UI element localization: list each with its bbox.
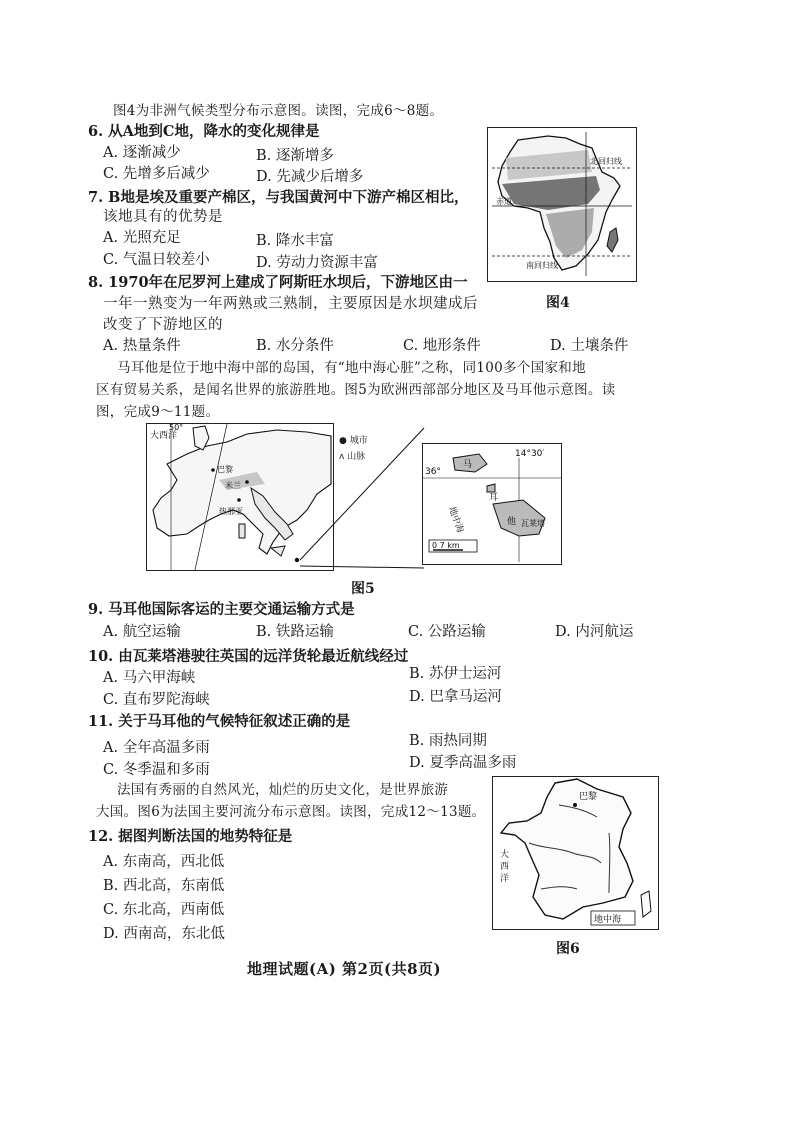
fig6-caption: 图6 — [556, 941, 580, 957]
q7-option-a[interactable]: A. 光照充足 — [103, 230, 181, 246]
q10-option-c[interactable]: C. 直布罗陀海峡 — [103, 692, 210, 708]
fig5-label-1430: 14°30′ — [515, 449, 545, 459]
fig5-label-36: 36° — [425, 467, 441, 477]
fig5-label-scale: 0 7 km — [432, 541, 460, 550]
q12-option-c[interactable]: C. 东北高，西南低 — [103, 902, 225, 918]
q6-option-c[interactable]: C. 先增多后减少 — [103, 166, 210, 182]
fig5-malta-inset — [422, 443, 562, 565]
intro-fig5-line2: 区有贸易关系，是闻名世界的旅游胜地。图5为欧洲西部部分地区及马耳他示意图。读 — [96, 382, 616, 398]
q9-option-b[interactable]: B. 铁路运输 — [256, 624, 334, 640]
mountain-icon: ᴧ — [339, 452, 345, 462]
city-dot-icon: ● — [339, 436, 347, 446]
q6-option-d[interactable]: D. 先减少后增多 — [256, 169, 364, 185]
intro-fig6-line1: 法国有秀丽的自然风光，灿烂的历史文化，是世界旅游 — [117, 782, 449, 798]
fig6-label-atlantic-3: 洋 — [500, 874, 510, 884]
q9-option-d[interactable]: D. 内河航运 — [555, 624, 634, 640]
fig4-label-tropic-n: 北回归线 — [590, 157, 622, 166]
q9-stem: 9. 马耳他国际客运的主要交通运输方式是 — [88, 601, 355, 618]
fig5-caption: 图5 — [351, 581, 375, 597]
q11-option-a[interactable]: A. 全年高温多雨 — [103, 740, 210, 756]
fig5-label-sea: 地中海 — [446, 505, 465, 535]
q12-stem: 12. 据图判断法国的地势特征是 — [88, 828, 293, 845]
intro-fig5-line1: 马耳他是位于地中海中部的岛国，有“地中海心脏”之称，同100多个国家和地 — [117, 360, 586, 376]
fig5-label-malta3: 他 — [507, 517, 517, 527]
q7-option-c[interactable]: C. 气温日较差小 — [103, 252, 210, 268]
fig5-label-malta1: 马 — [463, 460, 473, 470]
intro-fig6-line2: 大国。图6为法国主要河流分布示意图。读图，完成12～13题。 — [96, 804, 486, 820]
fig4-label-equator: 赤道 — [496, 197, 512, 206]
q10-stem: 10. 由瓦莱塔港驶往英国的远洋货轮最近航线经过 — [88, 648, 409, 665]
q8-option-d[interactable]: D. 土壤条件 — [550, 338, 629, 354]
q10-option-a[interactable]: A. 马六甲海峡 — [103, 670, 196, 686]
intro-fig5-line3: 图，完成9～11题。 — [96, 404, 220, 420]
q12-option-d[interactable]: D. 西南高，东北低 — [103, 926, 225, 942]
page-footer: 地理试题(A) 第2页(共8页) — [247, 960, 442, 978]
fig5-label-valletta: 瓦莱塔 — [521, 519, 545, 528]
q8-stem-line3: 改变了下游地区的 — [103, 317, 223, 333]
q12-option-b[interactable]: B. 西北高，东南低 — [103, 878, 225, 894]
q7-option-b[interactable]: B. 降水丰富 — [256, 233, 334, 249]
q11-option-b[interactable]: B. 雨热同期 — [409, 733, 487, 749]
fig5-connector-lines — [300, 426, 430, 571]
fig5-label-genoa: 热那亚 — [219, 507, 243, 516]
fig6-label-med: 地中海 — [594, 915, 622, 925]
fig5-legend-mountain: 山脉 — [347, 452, 366, 462]
q7-stem-line1: 7. B地是埃及重要产棉区，与我国黄河中下游产棉区相比， — [88, 189, 469, 206]
q12-option-a[interactable]: A. 东南高，西北低 — [103, 854, 225, 870]
fig5-label-milan: 米兰 — [225, 481, 241, 490]
q11-option-d[interactable]: D. 夏季高温多雨 — [409, 755, 517, 771]
fig5-label-atlantic-1: 大西洋 — [150, 431, 178, 441]
q11-option-c[interactable]: C. 冬季温和多雨 — [103, 762, 210, 778]
fig6-france-map — [492, 776, 659, 930]
q6-option-a[interactable]: A. 逐渐减少 — [103, 145, 181, 161]
q10-option-d[interactable]: D. 巴拿马运河 — [409, 689, 502, 705]
fig5-label-paris: 巴黎 — [217, 465, 233, 474]
q10-option-b[interactable]: B. 苏伊士运河 — [409, 666, 502, 682]
fig5-legend-city: 城市 — [349, 436, 368, 446]
q7-stem-line2: 该地具有的优势是 — [103, 209, 223, 225]
fig5-label-50: 50° — [169, 424, 184, 432]
fig5-label-malta2: 耳 — [489, 493, 499, 503]
fig4-africa-map — [487, 127, 637, 282]
q8-option-c[interactable]: C. 地形条件 — [403, 338, 481, 354]
q7-option-d[interactable]: D. 劳动力资源丰富 — [256, 255, 378, 271]
q8-option-a[interactable]: A. 热量条件 — [103, 338, 181, 354]
q6-stem: 6. 从A地到C地，降水的变化规律是 — [88, 123, 320, 140]
intro-fig4: 图4为非洲气候类型分布示意图。读图，完成6～8题。 — [113, 103, 444, 119]
fig6-label-atlantic-1: 大 — [500, 850, 510, 860]
q9-option-a[interactable]: A. 航空运输 — [103, 624, 181, 640]
fig6-label-paris: 巴黎 — [579, 792, 598, 802]
fig6-label-atlantic-2: 西 — [500, 862, 510, 872]
q8-option-b[interactable]: B. 水分条件 — [256, 338, 334, 354]
fig4-caption: 图4 — [546, 295, 570, 311]
fig4-label-tropic-s: 南回归线 — [526, 261, 558, 270]
q8-stem-line1: 8. 1970年在尼罗河上建成了阿斯旺水坝后，下游地区由一 — [88, 274, 468, 291]
q9-option-c[interactable]: C. 公路运输 — [408, 624, 486, 640]
q6-option-b[interactable]: B. 逐渐增多 — [256, 148, 334, 164]
q8-stem-line2: 一年一熟变为一年两熟或三熟制，主要原因是水坝建成后 — [103, 296, 478, 312]
q11-stem: 11. 关于马耳他的气候特征叙述正确的是 — [88, 713, 351, 730]
